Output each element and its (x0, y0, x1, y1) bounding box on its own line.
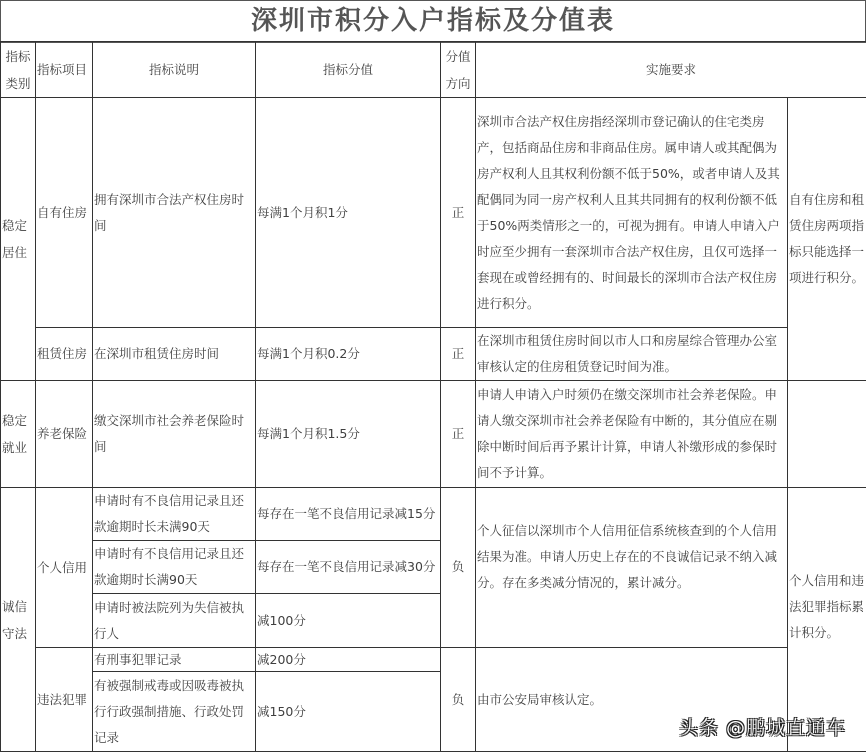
score-cell: 减200分 (256, 648, 441, 672)
header-category: 指标类别 (1, 42, 36, 98)
table-row-credit-1 (1, 488, 866, 541)
description-cell: 申请时被法院列为失信被执行人 (93, 594, 256, 648)
header-requirement: 实施要求 (476, 42, 866, 98)
description-cell: 缴交深圳市社会养老保险时间 (93, 381, 256, 488)
score-cell: 每满1个月积1分 (256, 98, 441, 328)
direction-cell-criminal: 负 (441, 648, 476, 752)
direction-cell-credit: 负 (441, 488, 476, 648)
header-description: 指标说明 (93, 42, 256, 98)
table-row-pension (1, 381, 866, 488)
requirement-cell: 在深圳市租赁住房时间以市人口和房屋综合管理办公室审核认定的住房租赁登记时间为准。 (476, 328, 788, 381)
watermark: 头条 @鹏城直通车 (678, 717, 846, 739)
housing-note-cell: 自有住房和租赁住房两项指标只能选择一项进行积分。 (788, 98, 866, 381)
header-row (1, 42, 866, 98)
header-score: 指标分值 (256, 42, 441, 98)
description-cell: 申请时有不良信用记录且还款逾期时长满90天 (93, 541, 256, 594)
category-integrity: 诚信守法 (1, 488, 36, 752)
table-row-criminal-1 (1, 648, 866, 672)
description-cell: 拥有深圳市合法产权住房时间 (93, 98, 256, 328)
score-cell: 每满1个月积1.5分 (256, 381, 441, 488)
table-row-owned-housing (1, 98, 866, 328)
score-cell: 每存在一笔不良信用记录减30分 (256, 541, 441, 594)
score-cell: 每满1个月积0.2分 (256, 328, 441, 381)
item-cell-credit: 个人信用 (36, 488, 93, 648)
category-employment: 稳定就业 (1, 381, 36, 488)
description-cell: 在深圳市租赁住房时间 (93, 328, 256, 381)
requirement-cell-criminal: 由市公安局审核认定。 (476, 648, 788, 752)
requirement-cell: 深圳市合法产权住房指经深圳市登记确认的住宅类房产，包括商品住房和非商品住房。属申请人或其配偶为房产权利人且其权利份额不低于50%，或者申请人及其配偶同为同一房产权利人且其共同拥有的权利份额不低于50%两类情形之一的，可视为拥有。申请人申请入户时应至少拥有一套深圳市合法产权住房，且仅可选择一套现在或曾经拥有的、时间最长的深圳市合法产权住房进行积分。 (476, 98, 788, 328)
table-row-rental-housing (1, 328, 866, 381)
item-cell-criminal: 违法犯罪 (36, 648, 93, 752)
category-housing: 稳定居住 (1, 98, 36, 381)
requirement-cell-credit: 个人征信以深圳市个人信用征信系统核查到的个人信用结果为准。申请人历史上存在的不良诚信记录不纳入减分。存在多类减分情况的，累计减分。 (476, 488, 788, 648)
item-cell: 养老保险 (36, 381, 93, 488)
points-table (0, 41, 866, 752)
header-direction: 分值方向 (441, 42, 476, 98)
item-cell: 自有住房 (36, 98, 93, 328)
empty-note-cell (788, 381, 866, 488)
score-cell: 减150分 (256, 672, 441, 752)
direction-cell: 正 (441, 98, 476, 328)
requirement-cell: 申请人申请入户时须仍在缴交深圳市社会养老保险。申请人缴交深圳市社会养老保险有中断的，其分值应在剔除中断时间后再予累计计算，申请人补缴形成的参保时间不予计算。 (476, 381, 788, 488)
description-cell: 有刑事犯罪记录 (93, 648, 256, 672)
page-title: 深圳市积分入户指标及分值表 (0, 0, 866, 43)
description-cell: 有被强制戒毒或因吸毒被执行行政强制措施、行政处罚记录 (93, 672, 256, 752)
item-cell: 租赁住房 (36, 328, 93, 381)
score-cell: 每存在一笔不良信用记录减15分 (256, 488, 441, 541)
direction-cell: 正 (441, 381, 476, 488)
description-cell: 申请时有不良信用记录且还款逾期时长未满90天 (93, 488, 256, 541)
direction-cell: 正 (441, 328, 476, 381)
score-cell: 减100分 (256, 594, 441, 648)
integrity-note-cell: 个人信用和违法犯罪指标累计积分。 (788, 488, 866, 752)
header-item: 指标项目 (36, 42, 93, 98)
